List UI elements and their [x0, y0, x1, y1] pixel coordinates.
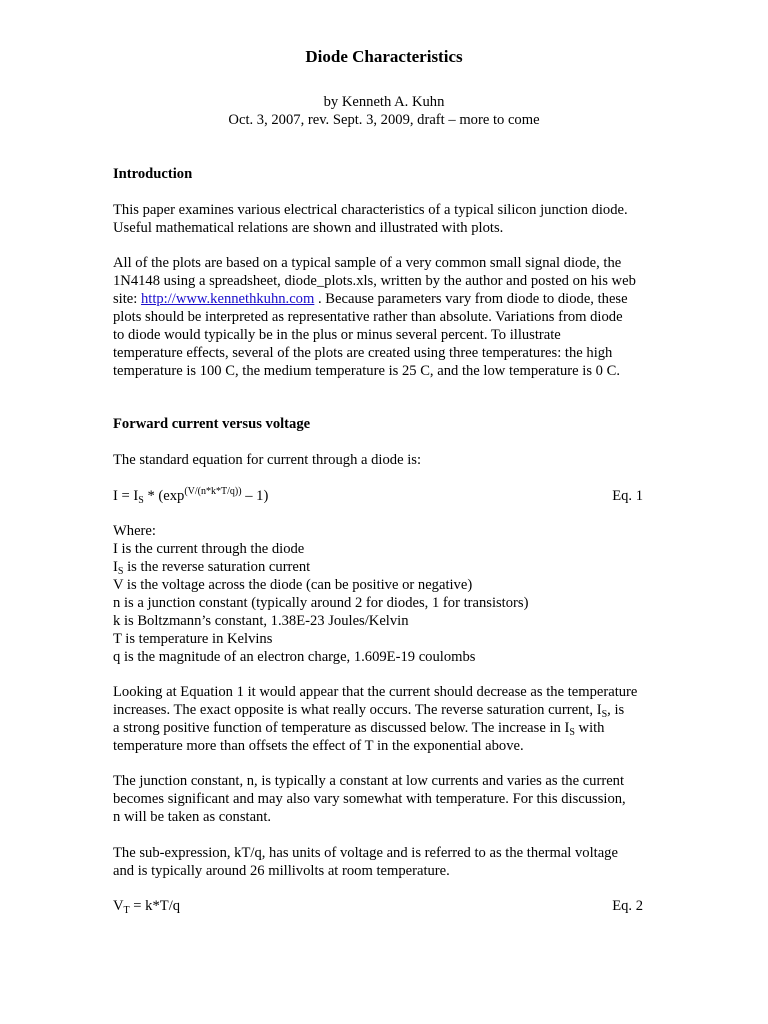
- eq-text: – 1): [241, 488, 269, 504]
- equation-2: [113, 897, 643, 915]
- eq-text: * (exp: [143, 488, 185, 504]
- forward-heading: Forward current versus voltage: [113, 416, 311, 432]
- text-line: n will be taken as constant.: [113, 809, 272, 825]
- text-line: k is Boltzmann’s constant, 1.38E-23 Joules/Kelvin: [113, 613, 409, 629]
- subscript: S: [117, 566, 124, 577]
- text-line: Useful mathematical relations are shown and illustrated with plots.: [113, 220, 504, 236]
- text-line: [113, 290, 658, 308]
- text-fragment: site:: [113, 291, 141, 307]
- text-line: 1N4148 using a spreadsheet, diode_plots.xls, written by the author and posted on his web: [113, 273, 636, 289]
- text-line: V is the voltage across the diode (can be positive or negative): [113, 577, 473, 593]
- eq-text: V: [113, 898, 124, 914]
- equation-number: Eq. 2: [612, 898, 643, 914]
- text-line: and is typically around 26 millivolts at room temperature.: [113, 863, 450, 879]
- text-line: Where:: [113, 523, 156, 539]
- text-fragment: is the reverse saturation current: [123, 559, 311, 575]
- author-website-link[interactable]: http://www.kennethkuhn.com: [140, 291, 315, 307]
- text-line: Looking at Equation 1 it would appear that the current should decrease as the temperature: [113, 684, 638, 700]
- subscript: S: [569, 727, 575, 738]
- text-fragment: increases. The exact opposite is what really occurs. The reverse saturation current, I: [113, 702, 602, 718]
- intro-paragraph-1: [113, 201, 658, 237]
- text-fragment: with: [574, 720, 605, 736]
- text-line: All of the plots are based on a typical sample of a very common small signal diode, the: [113, 255, 622, 271]
- text-line: The junction constant, n, is typically a constant at low currents and varies as the current: [113, 773, 625, 789]
- text-line: This paper examines various electrical characteristics of a typical silicon junction diode.: [113, 202, 628, 218]
- text-line: The sub-expression, kT/q, has units of voltage and is referred to as the thermal voltage: [113, 845, 618, 861]
- page-title: Diode Characteristics: [305, 47, 463, 66]
- eq-text: I = I: [113, 488, 139, 504]
- intro-paragraph-2: [113, 254, 658, 380]
- text-fragment: , is: [607, 702, 625, 718]
- intro-heading: Introduction: [113, 166, 193, 182]
- byline: by Kenneth A. Kuhn: [323, 94, 445, 110]
- text-line: I is the current through the diode: [113, 541, 305, 557]
- text-line: [113, 701, 658, 719]
- eq-subscript: T: [123, 905, 130, 916]
- text-line: plots should be interpreted as representative rather than absolute. Variations from diode: [113, 309, 623, 325]
- text-line: n is a junction constant (typically around 2 for diodes, 1 for transistors): [113, 595, 529, 611]
- dateline: Oct. 3, 2007, rev. Sept. 3, 2009, draft – more to come: [228, 112, 540, 128]
- text-line: [113, 558, 658, 576]
- text-fragment: a strong positive function of temperature as discussed below. The increase in I: [113, 720, 570, 736]
- subscript: S: [601, 709, 608, 720]
- forward-paragraph-4: [113, 844, 658, 880]
- text-line: becomes significant and may also vary somewhat with temperature. For this discussion,: [113, 791, 626, 807]
- text-line: to diode would typically be in the plus or minus several percent. To illustrate: [113, 327, 561, 343]
- equation-number: Eq. 1: [612, 488, 643, 504]
- text-fragment: I: [113, 559, 118, 575]
- text-line: temperature is 100 C, the medium temperature is 25 C, and the low temperature is 0 C.: [113, 363, 621, 379]
- text-fragment: . Because parameters vary from diode to diode, these: [314, 291, 628, 307]
- forward-paragraph-3: [113, 772, 658, 826]
- forward-paragraph-1: The standard equation for current through a diode is:: [113, 452, 421, 468]
- equation-1: [113, 487, 643, 505]
- text-line: q is the magnitude of an electron charge, 1.609E-19 coulombs: [113, 649, 476, 665]
- text-line: T is temperature in Kelvins: [113, 631, 273, 647]
- forward-paragraph-2: [113, 683, 658, 755]
- text-line: temperature more than offsets the effect of T in the exponential above.: [113, 738, 524, 754]
- eq-text: = k*T/q: [129, 898, 181, 914]
- variable-definitions: [113, 522, 658, 666]
- eq-superscript: (V/(n*k*T/q)): [184, 486, 242, 497]
- eq-subscript: S: [138, 495, 144, 506]
- text-line: temperature effects, several of the plots are created using three temperatures: the high: [113, 345, 613, 361]
- text-line: [113, 719, 658, 737]
